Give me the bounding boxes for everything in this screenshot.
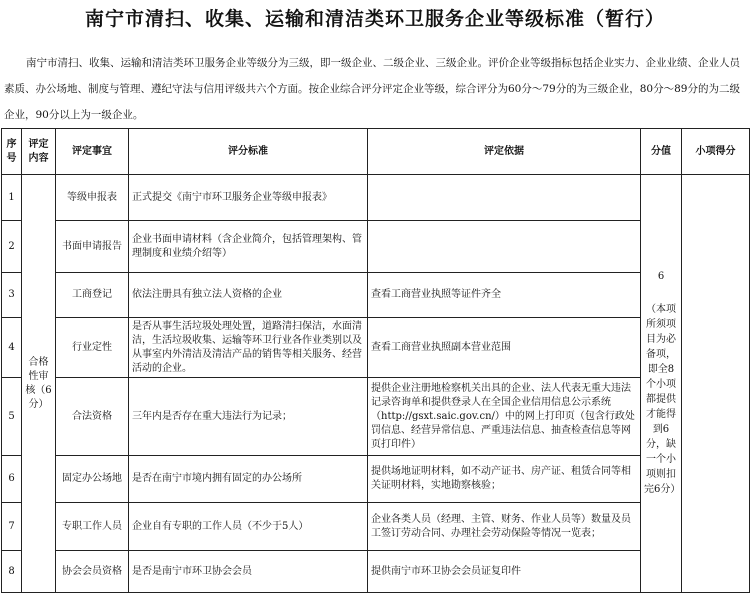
score-note: （本项所须项目为必备项，即全8个小项都提供才能得到6分，缺一个小项则扣完6分） xyxy=(644,304,681,495)
row-basis: 企业各类人员（经理、主管、财务、作业人员等）数量及员工签订劳动合同、办理社会劳动保险等情况一览表； xyxy=(368,503,641,551)
row-standard: 是否从事生活垃圾处理处置，道路清扫保洁，水面清洁，生活垃圾收集、运输等环卫行业各作业类别以及从事室内外清洁及清洁产品的销售等相关服务、经营活动的企业。 xyxy=(129,318,368,378)
row-seq: 6 xyxy=(2,456,22,503)
header-category: 评定内容 xyxy=(22,129,56,175)
header-item: 评定事宜 xyxy=(56,129,129,175)
table-row xyxy=(2,175,750,221)
row-seq: 5 xyxy=(2,378,22,456)
row-basis: 查看工商营业执照副本营业范围 xyxy=(368,318,641,378)
row-seq: 4 xyxy=(2,318,22,378)
header-subtotal: 小项得分 xyxy=(682,129,750,175)
row-item: 固定办公场地 xyxy=(56,456,129,503)
page-title: 南宁市清扫、收集、运输和清洁类环卫服务企业等级标准（暂行） xyxy=(84,8,665,30)
score-cell xyxy=(641,175,682,593)
row-seq: 8 xyxy=(2,551,22,593)
row-item: 书面申请报告 xyxy=(56,221,129,273)
row-standard: 正式提交《南宁市环卫服务企业等级申报表》 xyxy=(129,175,368,221)
header-score: 分值 xyxy=(641,129,682,175)
table-header-row xyxy=(2,129,750,175)
table-row xyxy=(2,221,750,273)
score-value: 6 xyxy=(657,271,665,282)
row-seq: 7 xyxy=(2,503,22,551)
row-item: 工商登记 xyxy=(56,273,129,318)
table-row xyxy=(2,551,750,593)
row-seq: 1 xyxy=(2,175,22,221)
row-basis: 提供场地证明材料，如不动产证书、房产证、租赁合同等相关证明材料，实地勘察核验； xyxy=(368,456,641,503)
table-row xyxy=(2,318,750,378)
row-standard: 企业自有专职的工作人员（不少于5人） xyxy=(129,503,368,551)
row-item: 等级申报表 xyxy=(56,175,129,221)
row-item: 行业定性 xyxy=(56,318,129,378)
row-basis: 提供企业注册地检察机关出具的企业、法人代表无重大违法记录咨询单和提供登录人在全国企业信用信息公示系统（http://gsxt.saic.gov.cn/）中的网上打印页（包含行政处罚信息、经营异常信息、严重违法信息、抽查检查信息等网页打印件） xyxy=(368,378,641,456)
grading-table xyxy=(1,128,750,593)
row-item: 专职工作人员 xyxy=(56,503,129,551)
header-basis: 评定依据 xyxy=(368,129,641,175)
row-seq: 3 xyxy=(2,273,22,318)
table-row xyxy=(2,273,750,318)
table-row xyxy=(2,378,750,456)
row-standard: 是否是南宁市环卫协会会员 xyxy=(129,551,368,593)
header-seq: 序号 xyxy=(2,129,22,175)
intro-paragraph: 南宁市清扫、收集、运输和清洁类环卫服务企业等级分为三级，即一级企业、二级企业、三级企业。评价企业等级指标包括企业实力、企业业绩、企业人员素质、办公场地、制度与管理、遵纪守法与信用评级共六个方面。按企业综合评分评定企业等级，综合评分为60分～79分的为三级企业，80分～89分的为二级企业，90分以上为一级企业。 xyxy=(4,57,740,121)
row-seq: 2 xyxy=(2,221,22,273)
table-row xyxy=(2,456,750,503)
row-standard: 企业书面申请材料（含企业简介，包括管理架构、管理制度和业绩介绍等） xyxy=(129,221,368,273)
row-basis xyxy=(368,221,641,273)
subtotal-cell[interactable] xyxy=(682,175,750,593)
row-basis: 查看工商营业执照等证件齐全 xyxy=(368,273,641,318)
row-standard: 三年内是否存在重大违法行为记录； xyxy=(129,378,368,456)
row-standard: 是否在南宁市境内拥有固定的办公场所 xyxy=(129,456,368,503)
row-standard: 依法注册具有独立法人资格的企业 xyxy=(129,273,368,318)
row-item: 合法资格 xyxy=(56,378,129,456)
row-item: 协会会员资格 xyxy=(56,551,129,593)
table-row xyxy=(2,503,750,551)
row-basis xyxy=(368,175,641,221)
category-cell: 合格性审核（6分） xyxy=(22,175,56,593)
row-basis: 提供南宁市环卫协会会员证复印件 xyxy=(368,551,641,593)
header-standard: 评分标准 xyxy=(129,129,368,175)
